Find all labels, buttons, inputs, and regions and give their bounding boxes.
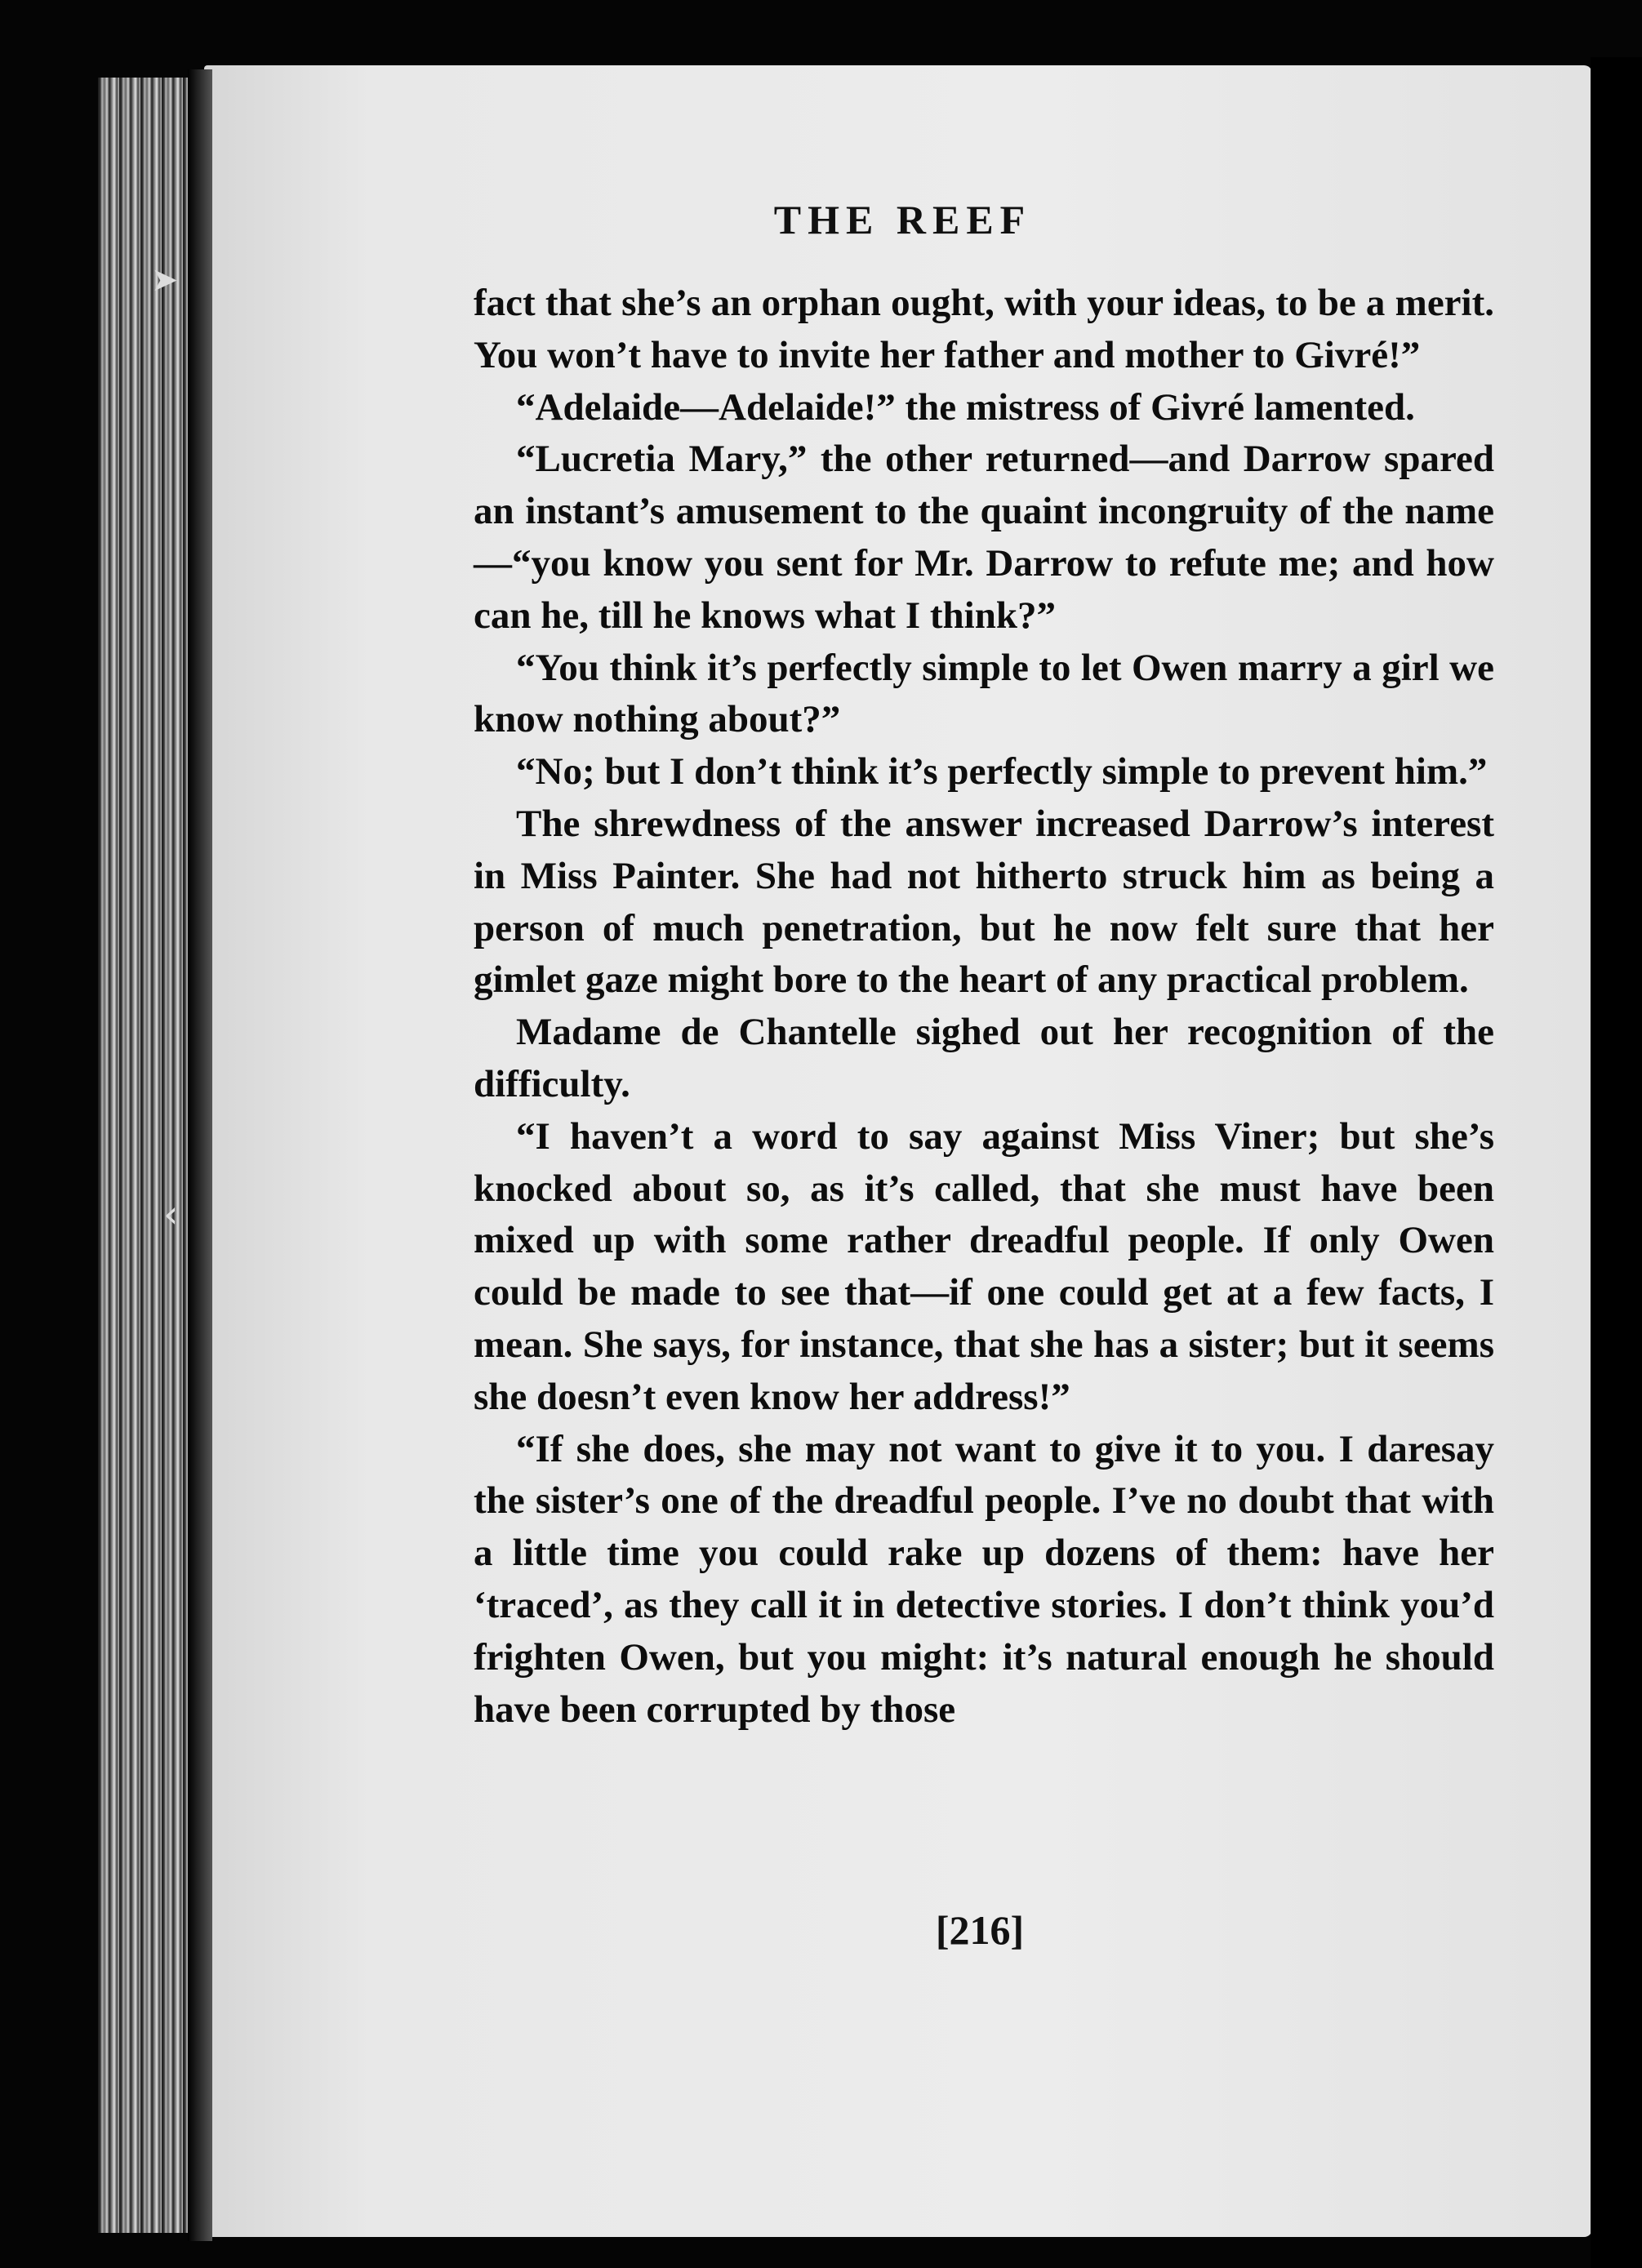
margin-bracket-mark-icon: ‹ <box>163 1192 179 1236</box>
paragraph: “Adelaide—Adelaide!” the mistress of Givré lamented. <box>516 385 1415 429</box>
right-film-border <box>1591 57 1642 2268</box>
paragraph: fact that she’s an orphan ought, with your ideas, to be a merit. You won’t have to invite her father and mother to Givré!” <box>474 282 1494 376</box>
paragraph: “No; but I don’t think it’s perfectly simple to prevent him.” <box>516 750 1488 794</box>
book-spine-edge <box>98 78 196 2233</box>
paragraph: “You think it’s perfectly simple to let Owen marry a girl we know nothing about?” <box>474 646 1494 741</box>
paragraph: “If she does, she may not want to give it to you. I daresay the sister’s one of the dreadful people. I’ve no doubt that with a little time you could rake up dozens of them: have her ‘traced’, as they call it in detective stories. I don’t think you’d frighten Owen, but you might: it’s natural enough he should have been corrupted by those <box>474 1427 1494 1731</box>
page-number: [216] <box>935 1907 1025 1953</box>
body-text <box>474 278 1494 1736</box>
paragraph: “Lucretia Mary,” the other returned—and Darrow spared an instant’s amusement to the quaint incongruity of the name—“you know you sent for Mr. Darrow to refute me; and how can he, till he knows what I think?” <box>474 438 1494 637</box>
margin-speck-icon: ➤ <box>151 261 179 299</box>
paragraph: “I haven’t a word to say against Miss Viner; but she’s knocked about so, as it’s called, that she must have been mixed up with some rather dreadful people. If only Owen could be made to see that—if one could get at a few facts, I mean. She says, for instance, that she has a sister; but it seems she doesn’t even know her address!” <box>474 1114 1494 1418</box>
paragraph: The shrewdness of the answer increased Darrow’s interest in Miss Painter. She had not hitherto struck him as being a person of much penetration, but he now felt sure that her gimlet gaze might bore to the heart of any practical problem. <box>474 802 1494 1002</box>
running-head: THE REEF <box>773 197 1032 242</box>
gutter-shadow <box>188 69 212 2241</box>
paragraph: Madame de Chantelle sighed out her recognition of the difficulty. <box>474 1011 1494 1105</box>
